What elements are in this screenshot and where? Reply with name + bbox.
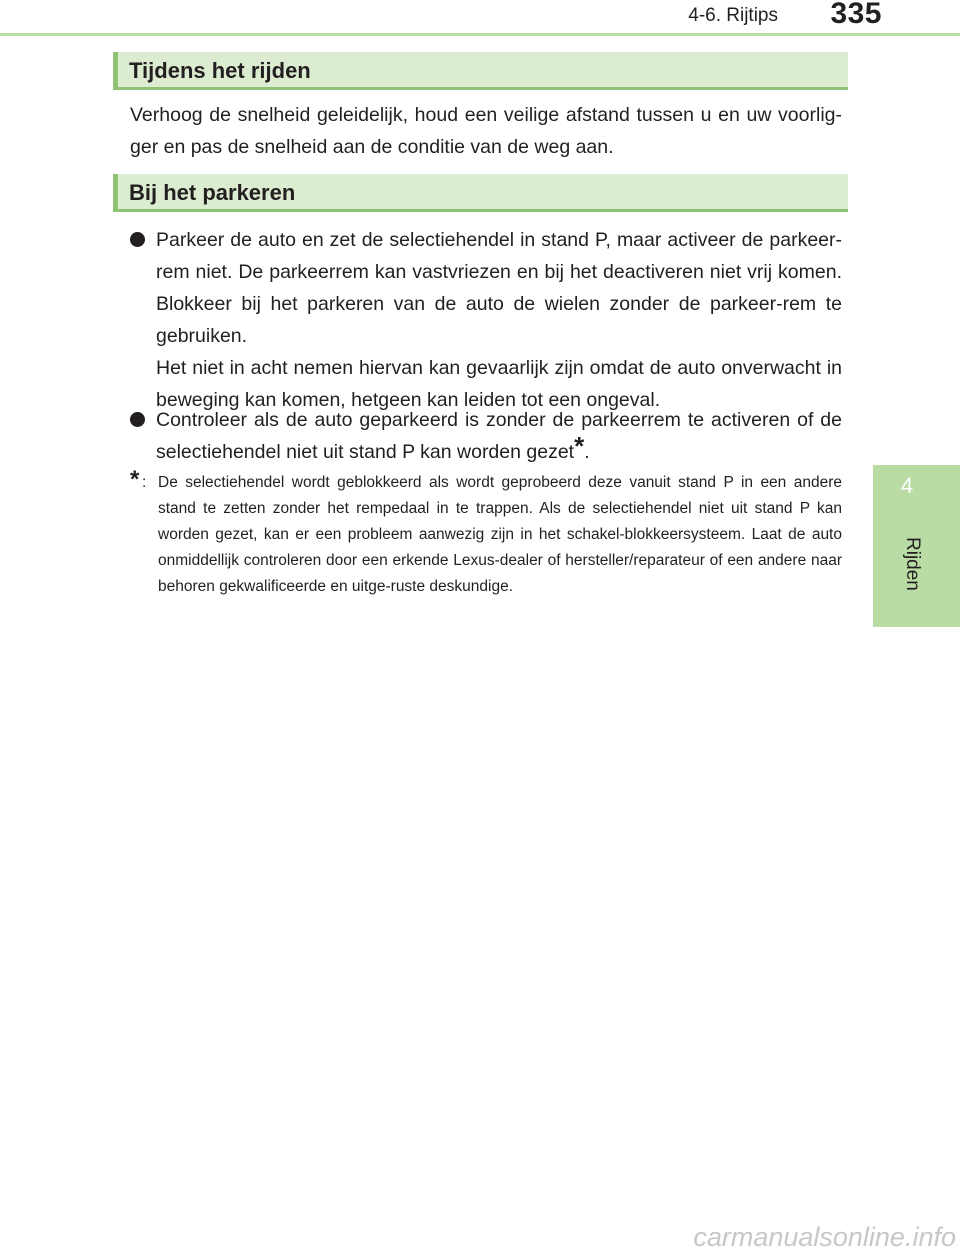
bullet-dot-icon <box>130 232 145 247</box>
list-item <box>130 404 842 468</box>
section-header-driving <box>113 52 848 90</box>
section-header-accent <box>113 174 118 209</box>
list-item <box>130 224 842 416</box>
footnote-reference: * <box>574 430 585 461</box>
footnote <box>130 466 842 600</box>
bullet-dot-icon <box>130 412 145 427</box>
header-section-title: 4-6. Rijtips <box>688 5 778 26</box>
section-title: Tijdens het rijden <box>129 58 311 83</box>
watermark: carmanualsonline.info <box>693 1222 956 1252</box>
driving-paragraph: Verhoog de snelheid geleidelijk, houd een veilige afstand tussen u en uw voorlig-ger en pas de snelheid aan de conditie van de weg aan. <box>130 104 842 158</box>
chapter-label: Rijden <box>902 537 923 591</box>
footnote-mark: * <box>130 466 140 493</box>
chapter-side-tab <box>873 465 960 627</box>
section-title: Bij het parkeren <box>129 180 296 205</box>
header-rule <box>0 33 960 36</box>
bullet-text: Controleer als de auto geparkeerd is zonder de parkeerrem te activeren of de selectiehendel niet uit stand P kan worden gezet <box>156 409 842 463</box>
section-header-accent <box>113 52 118 87</box>
bullet-text: Parkeer de auto en zet de selectiehendel in stand P, maar activeer de parkeer-rem niet. De parkeerrem kan vastvriezen en bij het deactiveren niet vrij komen. Blokkeer bij het parkeren van de auto de wielen zonder de parkeer-rem te gebruiken. <box>156 229 842 347</box>
page-number: 335 <box>830 0 882 30</box>
section-header-parking <box>113 174 848 212</box>
footnote-text: De selectiehendel wordt geblokkeerd als wordt geprobeerd deze vanuit stand P in een andere stand te zetten zonder het rempedaal in te trappen. Als de selectiehendel niet uit stand P kan worden gezet, kan er een probleem aanwezig zijn in het schakel-blokkeersysteem. Laat de auto onmiddellijk controleren door een erkende Lexus-dealer of hersteller/reparateur of een andere naar behoren gekwalificeerde en uitge-ruste deskundige. <box>158 474 842 595</box>
chapter-number: 4 <box>900 473 914 498</box>
bullet-text-continued: Het niet in acht nemen hiervan kan gevaarlijk zijn omdat de auto onverwacht in beweging kan komen, hetgeen kan leiden tot een ongeval. <box>156 357 842 411</box>
footnote-colon: : <box>142 474 147 491</box>
bullet-text-end: . <box>584 441 590 463</box>
